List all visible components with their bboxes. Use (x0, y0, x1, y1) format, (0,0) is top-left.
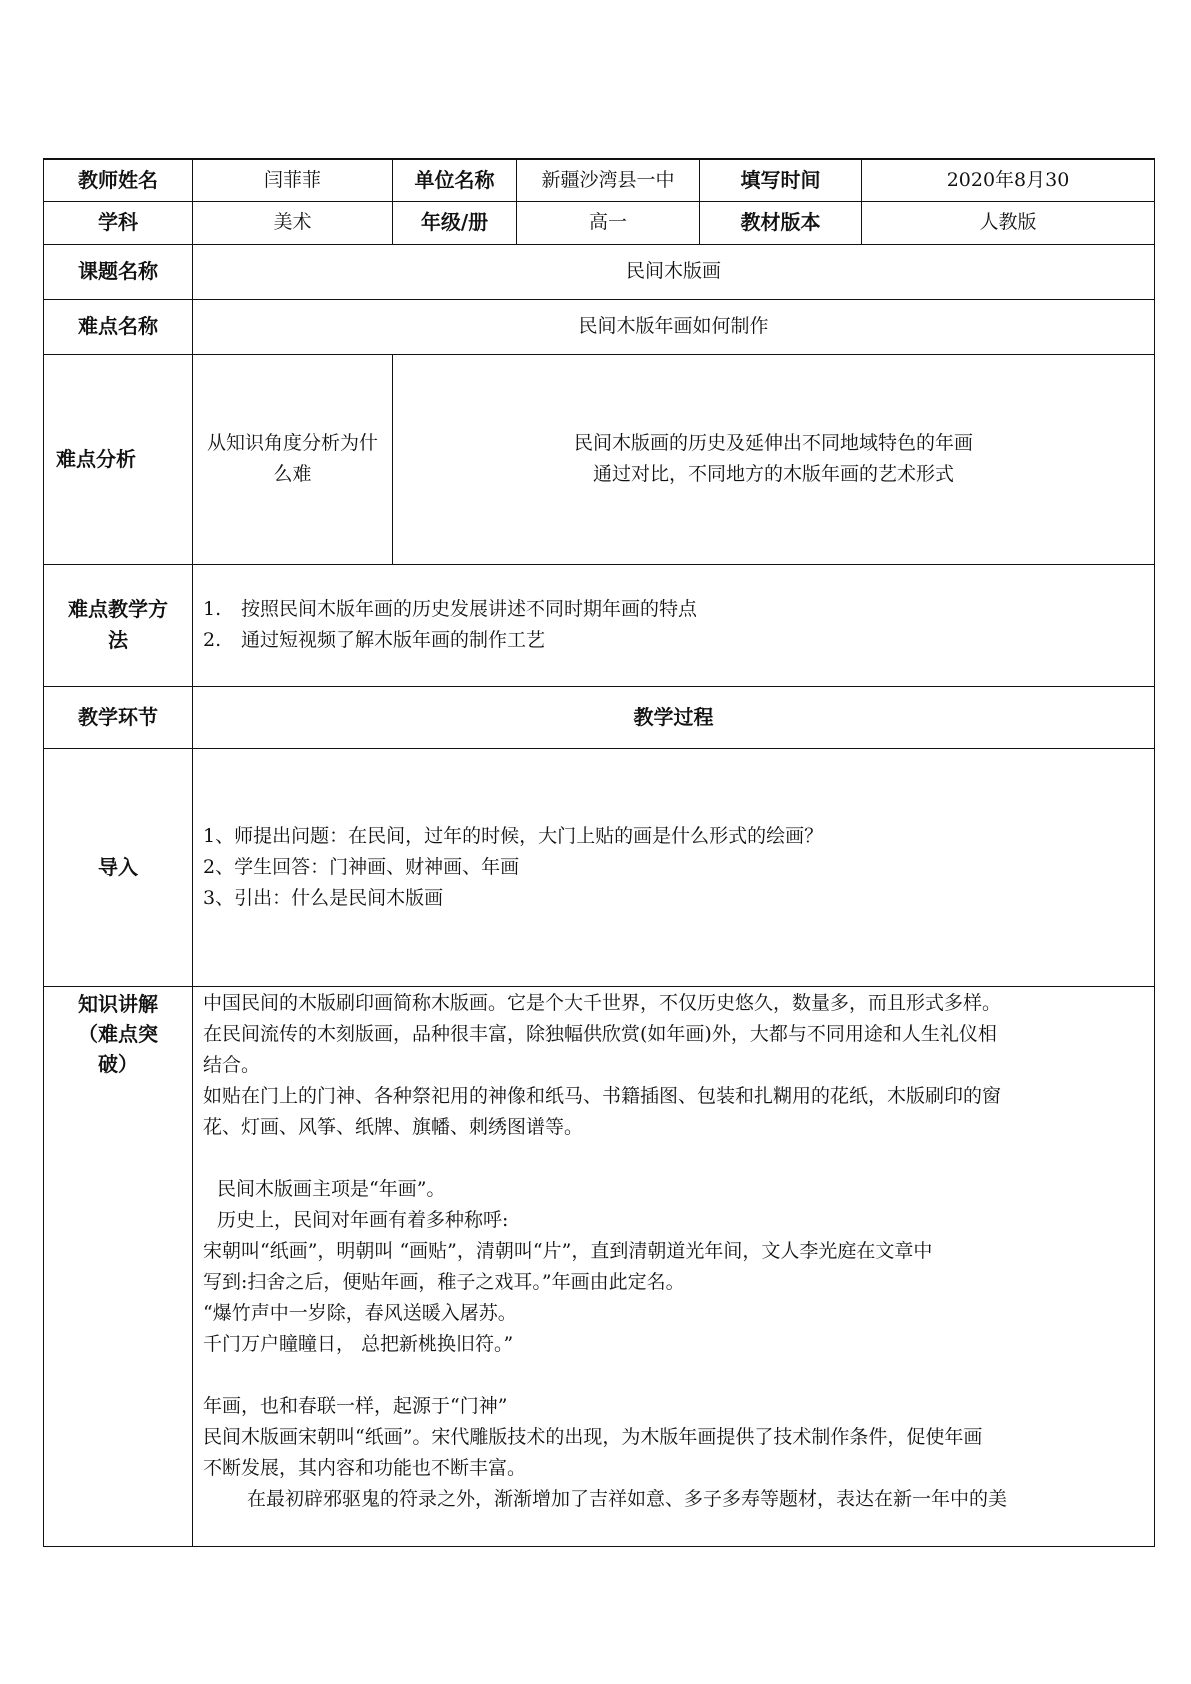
difficulty-label: 难点名称 (44, 299, 193, 354)
difficulty-value: 民间木版年画如何制作 (193, 299, 1155, 354)
knowledge-row (44, 986, 1155, 1546)
knowledge-line: 中国民间的木版刷印画简称木版画。它是个大千世界，不仅历史悠久，数量多，而且形式多样。 (203, 991, 1002, 1014)
analysis-content (393, 354, 1155, 564)
knowledge-label-line: 破） (98, 1051, 138, 1076)
knowledge-line: 民间木版画宋朝叫“纸画”。宋代雕版技术的出现，为木版年画提供了技术制作条件，促使年画 (203, 1425, 983, 1448)
analysis-line-1: 民间木版画的历史及延伸出不同地域特色的年画 (573, 432, 973, 454)
analysis-row (44, 354, 1155, 564)
knowledge-line: 不断发展，其内容和功能也不断丰富。 (203, 1456, 527, 1479)
knowledge-label (44, 986, 193, 1546)
knowledge-line: 宋朝叫“纸画”，明朝叫 “画贴”，清朝叫“片”，直到清朝道光年间，文人李光庭在文章中 (203, 1239, 933, 1262)
knowledge-label-line: 知识讲解 (78, 991, 158, 1016)
analysis-label: 难点分析 (44, 354, 193, 564)
edition-label: 教材版本 (700, 201, 862, 244)
method-item-text: 按照民间木版年画的历史发展讲述不同时期年画的特点 (241, 598, 698, 620)
process-title: 教学过程 (193, 686, 1155, 748)
date-value: 2020年8月30 (862, 159, 1155, 201)
date-label: 填写时间 (700, 159, 862, 201)
method-label: 难点教学方法 (44, 564, 193, 686)
knowledge-line: 千门万户瞳瞳日， 总把新桃换旧符。” (203, 1332, 514, 1355)
knowledge-label-line: （难点突 (78, 1021, 158, 1046)
knowledge-content (193, 986, 1155, 1546)
method-item (203, 625, 1146, 656)
analysis-line-2: 通过对比，不同地方的木版年画的艺术形式 (592, 463, 954, 485)
intro-line: 3、引出：什么是民间木版画 (203, 886, 444, 909)
intro-content (193, 748, 1155, 986)
knowledge-line: 历史上，民间对年画有着多种称呼: (217, 1208, 509, 1231)
difficulty-row (44, 299, 1155, 354)
method-row (44, 564, 1155, 686)
lesson-plan-sheet (43, 158, 1154, 1547)
knowledge-line: 花、灯画、风筝、纸牌、旗幡、刺绣图谱等。 (203, 1115, 584, 1138)
teacher-name-value: 闫菲菲 (193, 159, 393, 201)
knowledge-line: 民间木版画主项是“年画”。 (217, 1177, 446, 1200)
knowledge-line: 年画，也和春联一样，起源于“门神” (203, 1394, 508, 1417)
intro-row (44, 748, 1155, 986)
grade-label: 年级/册 (393, 201, 517, 244)
method-item (203, 594, 1146, 625)
edition-value: 人教版 (862, 201, 1155, 244)
teacher-name-label: 教师姓名 (44, 159, 193, 201)
grade-value: 高一 (517, 201, 700, 244)
knowledge-line: 写到:扫舍之后，便贴年画，稚子之戏耳。”年画由此定名。 (203, 1270, 685, 1293)
process-stage-label: 教学环节 (44, 686, 193, 748)
analysis-sublabel: 从知识角度分析为什么难 (193, 354, 393, 564)
method-content (193, 564, 1155, 686)
method-item-text: 通过短视频了解木版年画的制作工艺 (241, 629, 546, 651)
intro-label: 导入 (44, 748, 193, 986)
method-item-number: 1. (203, 598, 222, 620)
topic-value: 民间木版画 (193, 244, 1155, 299)
intro-line: 1、师提出问题：在民间，过年的时候，大门上贴的画是什么形式的绘画？ (203, 824, 824, 847)
knowledge-line: 结合。 (203, 1053, 261, 1076)
knowledge-line: 在民间流传的木刻版画，品种很丰富，除独幅供欣赏(如年画)外，大都与不同用途和人生礼仪相 (203, 1022, 997, 1045)
topic-row (44, 244, 1155, 299)
method-item-number: 2. (203, 629, 222, 651)
knowledge-line: 如贴在门上的门神、各种祭祀用的神像和纸马、书籍插图、包装和扎糊用的花纸，木版刷印的窗 (203, 1084, 1002, 1107)
knowledge-line: 在最初辟邪驱鬼的符录之外，渐渐增加了吉祥如意、多子多寿等题材，表达在新一年中的美 (247, 1487, 1008, 1510)
subject-label: 学科 (44, 201, 193, 244)
knowledge-line: “爆竹声中一岁除，春风送暖入屠苏。 (203, 1301, 517, 1324)
header-row-2 (44, 201, 1155, 244)
intro-line: 2、学生回答：门神画、财神画、年画 (203, 855, 520, 878)
process-header-row (44, 686, 1155, 748)
topic-label: 课题名称 (44, 244, 193, 299)
knowledge-blank-line (203, 1360, 1146, 1391)
header-row-1 (44, 159, 1155, 201)
subject-value: 美术 (193, 201, 393, 244)
unit-label: 单位名称 (393, 159, 517, 201)
lesson-plan-table (43, 158, 1155, 1547)
unit-value: 新疆沙湾县一中 (517, 159, 700, 201)
knowledge-blank-line (203, 1143, 1146, 1174)
